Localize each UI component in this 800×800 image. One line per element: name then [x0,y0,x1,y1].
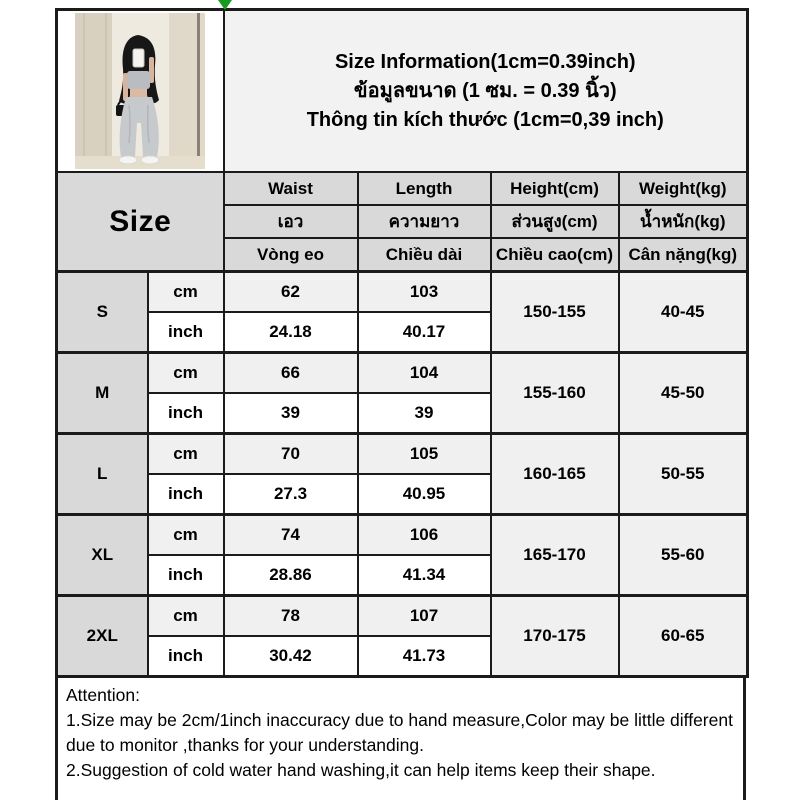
size-label-2xl: 2XL [57,596,148,677]
unit-label: cm [148,434,224,475]
product-photo-cell [57,10,224,173]
waist-cm-value: 78 [224,596,358,637]
col-header-length-th: ความยาว [358,205,491,238]
unit-label: inch [148,636,224,677]
waist-inch-value: 28.86 [224,555,358,596]
height-range: 150-155 [491,272,619,353]
length-inch-value: 41.73 [358,636,491,677]
height-range: 165-170 [491,515,619,596]
phone [133,49,144,67]
unit-label: inch [148,312,224,353]
attention-note [55,675,746,800]
title-vietnamese: Thông tin kích thước (1cm=0,39 inch) [306,108,664,131]
height-range: 160-165 [491,434,619,515]
size-chart [55,8,746,800]
length-inch-value: 39 [358,393,491,434]
col-header-length-vi: Chiều dài [358,238,491,272]
size-label-l: L [57,434,148,515]
size-table [55,8,749,678]
weight-range: 45-50 [619,353,748,434]
waist-cm-value: 62 [224,272,358,313]
waist-cm-value: 66 [224,353,358,394]
length-inch-value: 40.17 [358,312,491,353]
col-header-weight-th: น้ำหนัก(kg) [619,205,748,238]
length-inch-value: 41.34 [358,555,491,596]
unit-label: cm [148,596,224,637]
waist-inch-value: 24.18 [224,312,358,353]
length-inch-value: 40.95 [358,474,491,515]
weight-range: 60-65 [619,596,748,677]
attention-line-2: due to monitor ,thanks for your understanding. [66,735,424,755]
length-cm-value: 105 [358,434,491,475]
model-photo [75,13,205,169]
shoe [119,156,137,164]
length-cm-value: 106 [358,515,491,556]
green-corner-marker-icon [218,0,232,10]
col-header-waist-en: Waist [224,172,358,205]
unit-label: cm [148,272,224,313]
height-range: 155-160 [491,353,619,434]
col-header-waist-th: เอว [224,205,358,238]
unit-label: cm [148,515,224,556]
attention-line-3: 2.Suggestion of cold water hand washing,it can help items keep their shape. [66,760,656,780]
waist-cm-value: 70 [224,434,358,475]
weight-range: 40-45 [619,272,748,353]
waist-inch-value: 39 [224,393,358,434]
size-label-s: S [57,272,148,353]
unit-label: cm [148,353,224,394]
waist-cm-value: 74 [224,515,358,556]
length-cm-value: 104 [358,353,491,394]
waist-inch-value: 27.3 [224,474,358,515]
title-cell [224,10,748,173]
weight-range: 50-55 [619,434,748,515]
col-header-height-th: ส่วนสูง(cm) [491,205,619,238]
col-header-waist-vi: Vòng eo [224,238,358,272]
weight-range: 55-60 [619,515,748,596]
height-range: 170-175 [491,596,619,677]
attention-heading: Attention: [66,685,140,705]
col-header-weight-en: Weight(kg) [619,172,748,205]
shoe [141,156,159,164]
unit-label: inch [148,393,224,434]
unit-label: inch [148,474,224,515]
col-header-height-en: Height(cm) [491,172,619,205]
crop-top [127,71,150,89]
col-header-height-vi: Chiều cao(cm) [491,238,619,272]
col-header-weight-vi: Cân nặng(kg) [619,238,748,272]
waist-inch-value: 30.42 [224,636,358,677]
title-thai: ข้อมูลขนาด (1 ซม. = 0.39 นิ้ว) [353,79,617,102]
size-label-m: M [57,353,148,434]
length-cm-value: 103 [358,272,491,313]
attention-line-1: 1.Size may be 2cm/1inch inaccuracy due to hand measure,Color may be little different [66,710,733,730]
col-header-length-en: Length [358,172,491,205]
unit-label: inch [148,555,224,596]
size-header: Size [57,172,224,272]
size-label-xl: XL [57,515,148,596]
title-english: Size Information(1cm=0.39inch) [334,50,636,73]
length-cm-value: 107 [358,596,491,637]
